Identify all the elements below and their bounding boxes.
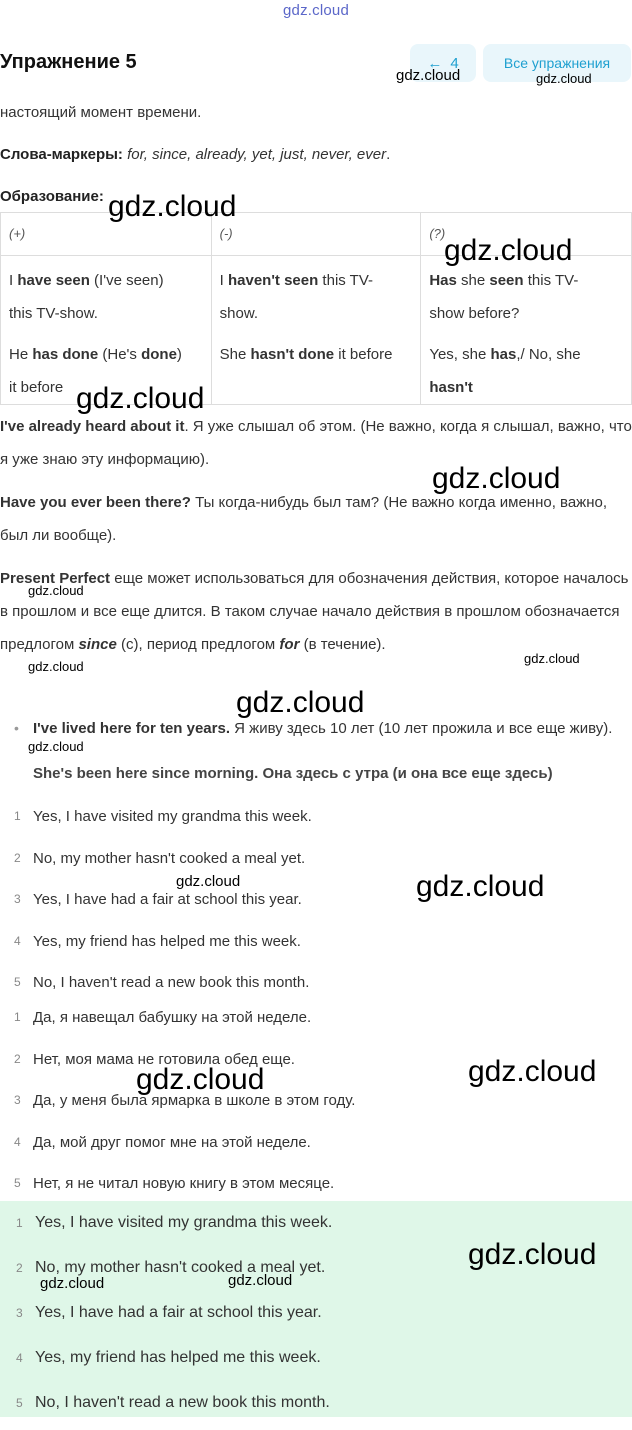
watermark: gdz.cloud	[108, 190, 237, 223]
answer-list-russian	[0, 997, 632, 1205]
arrow-left-icon: ←	[427, 54, 443, 72]
markers-label: Слова-маркеры:	[0, 146, 123, 163]
watermark: gdz.cloud	[40, 1275, 105, 1292]
list-item: 4 Да, мой друг помог мне на этой неделе.	[14, 1133, 311, 1151]
watermark: gdz.cloud	[396, 67, 461, 84]
examples-section	[0, 410, 632, 671]
list-item: 5 No, I haven't read a new book this month.	[16, 1394, 330, 1411]
list-item: 2 No, my mother hasn't cooked a meal yet.	[14, 849, 306, 867]
watermark: gdz.cloud	[236, 686, 365, 719]
theory-intro	[0, 96, 632, 213]
list-item: 3 Yes, I have had a fair at school this year.	[14, 891, 302, 909]
list-item: 3 Да, у меня была ярмарка в школе в этом году.	[14, 1092, 356, 1110]
table-cell: I have seen (I've seen) this TV-show. He has done (He's done) it before	[1, 256, 212, 405]
intro-line: настоящий момент времени.	[0, 104, 202, 121]
list-item: 1 Yes, I have visited my grandma this week.	[16, 1214, 333, 1231]
header-question: (?)	[421, 213, 632, 256]
list-item: 2 Нет, моя мама не готовила обед еще.	[14, 1050, 295, 1068]
watermark: gdz.cloud	[416, 870, 545, 903]
watermark: gdz.cloud	[524, 651, 580, 666]
markers-text: for, since, already, yet, just, never, ever	[127, 146, 387, 163]
list-item: 1 Yes, I have visited my grandma this week.	[14, 808, 312, 825]
site-logo[interactable]: gdz.cloud	[282, 2, 349, 19]
watermark: gdz.cloud	[28, 659, 84, 674]
list-item: 4 Yes, my friend has helped me this week.	[14, 932, 301, 950]
list-item: 5 Нет, я не читал новую книгу в этом месяце.	[14, 1175, 335, 1193]
formation-label: Образование:	[0, 188, 104, 205]
watermark: gdz.cloud	[176, 873, 241, 890]
list-item: • I've lived here for ten years. Я живу здесь 10 лет (10 лет прожила и все еще живу).	[0, 712, 632, 745]
page-title: Упражнение 5	[0, 51, 137, 73]
table-cell: I haven't seen this TV- show. She hasn't done it before	[211, 256, 421, 405]
watermark: gdz.cloud	[468, 1238, 597, 1271]
truncated-bullet: She's been here since morning. Она здесь с утра (и она все еще здесь)	[33, 765, 553, 782]
example-bullets	[0, 712, 632, 782]
all-exercises-button[interactable]: Все упражнения	[483, 44, 631, 82]
watermark: gdz.cloud	[76, 382, 205, 415]
table-cell: Has she seen this TV- show before? Yes, she has,/ No, she hasn't	[421, 256, 632, 405]
header-negative: (-)	[211, 213, 421, 256]
list-item: 3 Yes, I have had a fair at school this year.	[16, 1304, 322, 1321]
list-item: 5 No, I haven't read a new book this month.	[14, 974, 310, 992]
list-item: 1 Да, я навещал бабушку на этой неделе.	[14, 1009, 312, 1026]
watermark: gdz.cloud	[468, 1055, 597, 1088]
watermark: gdz.cloud	[536, 71, 592, 86]
watermark: gdz.cloud	[28, 583, 84, 598]
markers-line	[0, 138, 632, 171]
markers-end: .	[386, 146, 391, 163]
list-item: 2 No, my mother hasn't cooked a meal yet.	[16, 1259, 326, 1276]
example-paragraph: Have you ever been there? Ты когда-нибудь был там? (Не важно когда именно, важно, был ли вообще).	[0, 494, 608, 544]
example-paragraph: I've already heard about it. Я уже слышал об этом. (Не важно, когда я слышал, важно, что я уже знаю эту информацию).	[0, 418, 632, 468]
header-positive: (+)	[1, 213, 212, 256]
watermark: gdz.cloud	[28, 739, 84, 754]
watermark: gdz.cloud	[228, 1272, 293, 1289]
list-item: 4 Yes, my friend has helped me this week.	[16, 1349, 321, 1366]
watermark: gdz.cloud	[432, 462, 561, 495]
watermark: gdz.cloud	[136, 1063, 265, 1096]
bullet-icon: •	[14, 720, 19, 736]
previous-exercise-label: 4	[450, 54, 459, 72]
present-perfect-paragraph: Present Perfect еще может использоваться для обозначения действия, которое началось в прошлом и все еще длится. В таком случае начало действия в прошлом обозначается предлогом since (с), период предлогом for (в течение).	[0, 570, 629, 653]
answer-box	[0, 1201, 632, 1417]
watermark: gdz.cloud	[444, 234, 573, 267]
